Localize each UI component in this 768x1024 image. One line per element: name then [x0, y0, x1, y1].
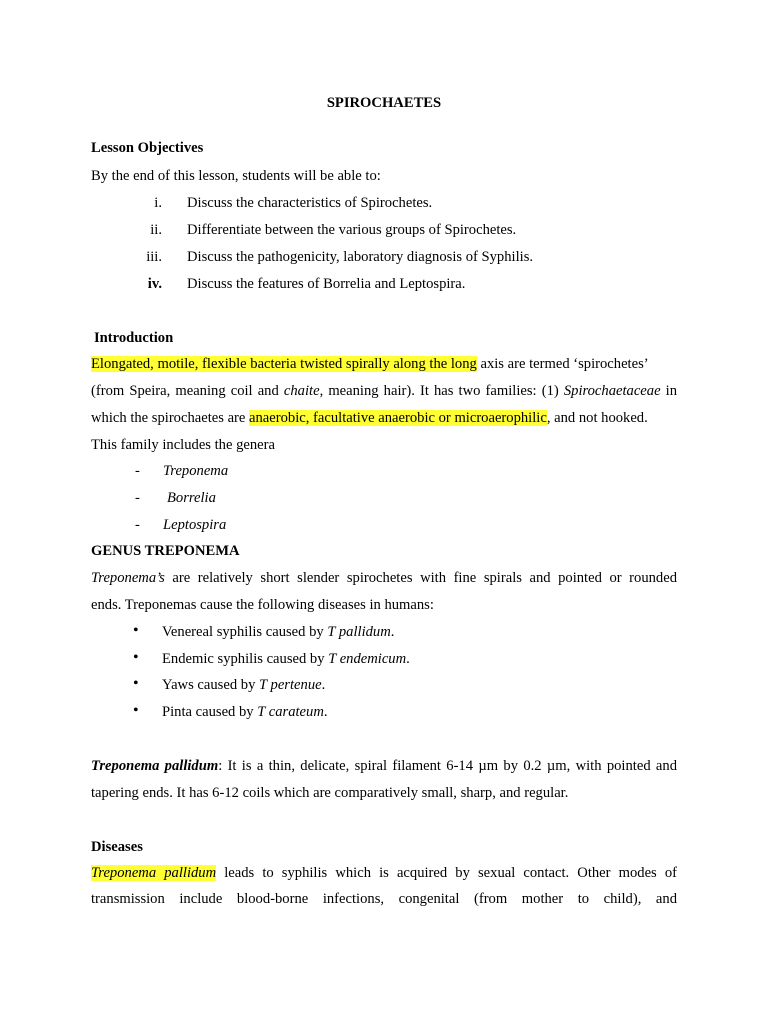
- text-run: .: [323, 704, 328, 720]
- bullet-icon: •: [133, 702, 139, 719]
- bullet-icon: •: [133, 622, 139, 639]
- text-run: in: [660, 383, 678, 399]
- intro-line-4: This family includes the genera: [91, 437, 275, 453]
- genus-item: Treponema: [163, 463, 229, 479]
- genus-item: Leptospira: [163, 517, 227, 533]
- intro-line-3: [91, 408, 677, 428]
- page-title: SPIROCHAETES: [326, 95, 442, 111]
- objective-text: Discuss the features of Borrelia and Leptospira.: [187, 276, 466, 292]
- text-run: axis are termed ‘spirochetes’: [476, 356, 649, 372]
- text-run: Yaws caused by: [162, 677, 260, 693]
- text-run: Endemic syphilis caused by: [162, 651, 329, 667]
- text-run: are relatively short slender spirochetes with fine spirals and pointed or rounded: [164, 570, 677, 586]
- objective-text: Discuss the characteristics of Spirochetes.: [187, 195, 433, 211]
- disease-item: [162, 622, 394, 642]
- text-run: .: [321, 677, 326, 693]
- treponema-heading: GENUS TREPONEMA: [91, 543, 240, 559]
- objective-text: Differentiate between the various groups of Spirochetes.: [187, 222, 517, 238]
- text-run: .: [390, 624, 395, 640]
- text-run: leads to syphilis which is acquired by sexual contact. Other modes of: [216, 865, 677, 881]
- highlighted-text: Treponema pallidum: [91, 865, 217, 881]
- intro-line-1: [91, 354, 677, 374]
- bullet-icon: •: [133, 649, 139, 666]
- species-name: Treponema pallidum: [91, 758, 219, 774]
- objective-number: ii.: [150, 222, 162, 238]
- highlighted-text: Elongated, motile, flexible bacteria twisted spirally along the long: [91, 356, 477, 372]
- bullet-icon: •: [133, 675, 139, 692]
- pallidum-line-1: [91, 756, 677, 776]
- intro-line-2: [91, 381, 677, 401]
- highlighted-text: anaerobic, facultative anaerobic or microaerophilic: [249, 410, 547, 426]
- list-dash: -: [135, 490, 140, 506]
- text-run: : It is a thin, delicate, spiral filament 6-14 µm by 0.2 µm, with pointed and: [218, 758, 677, 774]
- italic-term: Treponema’s: [91, 570, 165, 586]
- text-run: (from Speira, meaning coil and: [91, 383, 284, 399]
- species-name: T carateum: [257, 704, 324, 720]
- objective-number: iii.: [146, 249, 162, 265]
- species-name: T pallidum: [327, 624, 391, 640]
- diseases-line-1: [91, 863, 677, 883]
- disease-item: [162, 649, 410, 669]
- pallidum-line-2: tapering ends. It has 6-12 coils which are comparatively small, sharp, and regular.: [91, 785, 569, 801]
- text-run: , meaning hair). It has two families: (1): [319, 383, 564, 399]
- list-dash: -: [135, 517, 140, 533]
- introduction-heading: Introduction: [94, 330, 174, 346]
- text-run: which the spirochaetes are: [91, 410, 250, 426]
- objective-number: iv.: [147, 276, 162, 292]
- objectives-heading: Lesson Objectives: [91, 140, 204, 156]
- objectives-intro: By the end of this lesson, students will be able to:: [91, 168, 381, 184]
- disease-item: [162, 675, 325, 695]
- objective-text: Discuss the pathogenicity, laboratory diagnosis of Syphilis.: [187, 249, 534, 265]
- diseases-line-2: transmission include blood-borne infections, congenital (from mother to child), and: [91, 891, 677, 907]
- text-run: Pinta caused by: [162, 704, 258, 720]
- italic-term: chaite: [283, 383, 320, 399]
- treponema-line-1: [91, 568, 677, 588]
- species-name: T endemicum: [328, 651, 407, 667]
- treponema-line-2: ends. Treponemas cause the following diseases in humans:: [91, 597, 434, 613]
- text-run: , and not hooked.: [546, 410, 648, 426]
- disease-item: [162, 702, 328, 722]
- text-run: Venereal syphilis caused by: [162, 624, 328, 640]
- objective-number: i.: [154, 195, 162, 211]
- text-run: .: [406, 651, 410, 667]
- genus-item: Borrelia: [167, 490, 216, 506]
- diseases-heading: Diseases: [91, 839, 143, 855]
- italic-term: Spirochaetaceae: [563, 383, 661, 399]
- species-name: T pertenue: [259, 677, 322, 693]
- list-dash: -: [135, 463, 140, 479]
